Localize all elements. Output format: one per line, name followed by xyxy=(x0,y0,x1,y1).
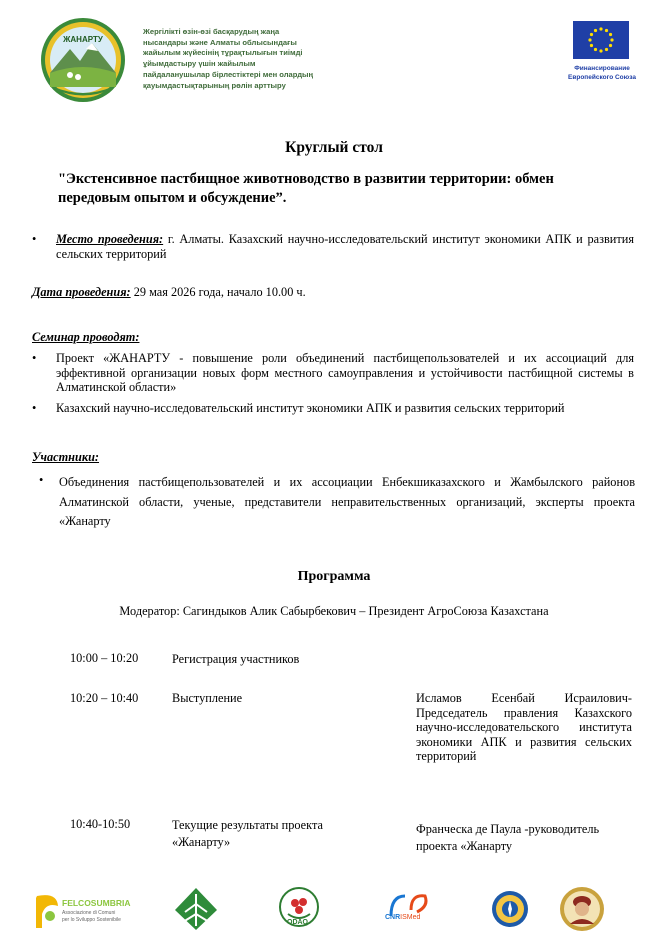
eu-star xyxy=(590,33,593,36)
bullet-icon: • xyxy=(32,401,37,415)
eu-star xyxy=(594,29,597,32)
program-title: Программа xyxy=(297,569,371,584)
page-title: Круглый стол xyxy=(285,139,383,156)
kaz-line: Жергілікті өзін-өзі басқарудың жаңа xyxy=(143,27,280,36)
emblem-logo xyxy=(490,886,530,932)
eu-star xyxy=(610,38,613,41)
felcos-name: FELCOSUMBRIA xyxy=(62,898,131,908)
kaz-line: нысандары және Алматы облысындағы xyxy=(143,37,297,47)
odaq-text: ODAQ xyxy=(287,919,308,926)
kazakh-project-title xyxy=(143,27,343,91)
eu-funding-caption xyxy=(556,65,648,82)
eu-star xyxy=(599,27,602,30)
participants-label: Участники: xyxy=(32,450,100,464)
row-event: Текущие результаты проекта «Жанарту» xyxy=(172,818,323,849)
eu-star xyxy=(588,38,591,41)
eu-caption-line-2: Европейского Союза xyxy=(568,73,636,81)
bullet-icon: • xyxy=(32,351,37,365)
eu-star xyxy=(605,48,608,51)
kaz-line: ұйымдастыру үшін жайылым xyxy=(143,59,256,69)
cnr-text: CNR xyxy=(385,914,401,921)
venue xyxy=(56,232,634,261)
organizer-item: Казахский научно-исследовательский институт экономики АПК и развития сельских территорий xyxy=(56,401,565,415)
zhanartu-logo xyxy=(40,17,126,103)
date-text: 29 мая 2026 года, начало 10.00 ч. xyxy=(130,285,306,299)
row-time: 10:40-10:50 xyxy=(70,817,131,831)
row-event: Регистрация участников xyxy=(172,652,300,666)
eu-star xyxy=(609,44,612,47)
kaz-line: қауымдастықтарының рөлін арттыру xyxy=(143,80,286,90)
eu-caption-line-1: Финансирование xyxy=(574,65,630,72)
eu-star xyxy=(594,48,597,51)
moderator: Модератор: Сагиндыков Алик Сабырбекович – Президент АгроСоюза Казахстана xyxy=(119,604,549,618)
eu-star xyxy=(605,29,608,32)
venue-label: Место проведения: xyxy=(56,232,164,246)
row-speaker: Франческа де Паула -руководитель проекта «Жанарту xyxy=(416,822,600,853)
row-speaker: Исламов Есенбай Исраилович- Председатель правления Казахского научно-исследовательского института экономики АПК и развития сельских территорий xyxy=(416,691,632,764)
felcos-sub: Associazione di Comuni xyxy=(62,910,116,916)
organizers-label: Семинар проводят: xyxy=(32,330,140,344)
cnr-ismed-logo xyxy=(383,886,433,932)
eu-star xyxy=(599,49,602,52)
participants-text: Объединения пастбищепользователей и их ассоциации Енбекшиказахского и Жамбылского районов Алматинской области, ученые, представители неправительственных организаций, эксперты проекта «Жанарту xyxy=(59,475,635,528)
row-time: 10:20 – 10:40 xyxy=(70,691,139,705)
bullet-icon: • xyxy=(39,473,44,487)
event-subtitle: "Экстенсивное пастбищное животноводство в развитии территории: обмен передовым опытом и обсуждение”. xyxy=(58,171,554,206)
eu-star xyxy=(590,44,593,47)
row-event: Выступление xyxy=(172,691,243,705)
portrait-logo xyxy=(556,886,608,932)
ismed-text: ISMed xyxy=(400,914,421,921)
date xyxy=(32,285,306,300)
date-label: Дата проведения: xyxy=(32,285,131,299)
odaq-logo xyxy=(278,886,320,932)
logo-text: ЖАНАРТУ xyxy=(63,35,103,44)
kaz-line: пайдаланушылар бірлестіктері мен олардың xyxy=(143,69,314,79)
felcos-umbria-logo xyxy=(32,886,132,932)
organizer-item: Проект «ЖАНАРТУ - повышение роли объединений пастбищепользователей и их ассоциаций для эффективной организации новых форм местного самоуправления и устойчивости пастбищной системы в Алматинской области» xyxy=(56,351,634,395)
kaz-line: жайылым жүйесінің тұрақтылығын тиімді xyxy=(143,48,303,58)
row-time: 10:00 – 10:20 xyxy=(70,651,139,665)
eu-star xyxy=(609,33,612,36)
tree-logo xyxy=(169,886,223,932)
bullet-icon: • xyxy=(32,232,37,246)
felcos-sub: per lo Sviluppo Sostenibile xyxy=(62,917,121,923)
venue-text: г. Алматы. Казахский научно-исследовательский институт экономики АПК и развития сельских территорий xyxy=(56,232,634,261)
eu-flag-icon xyxy=(573,21,629,59)
